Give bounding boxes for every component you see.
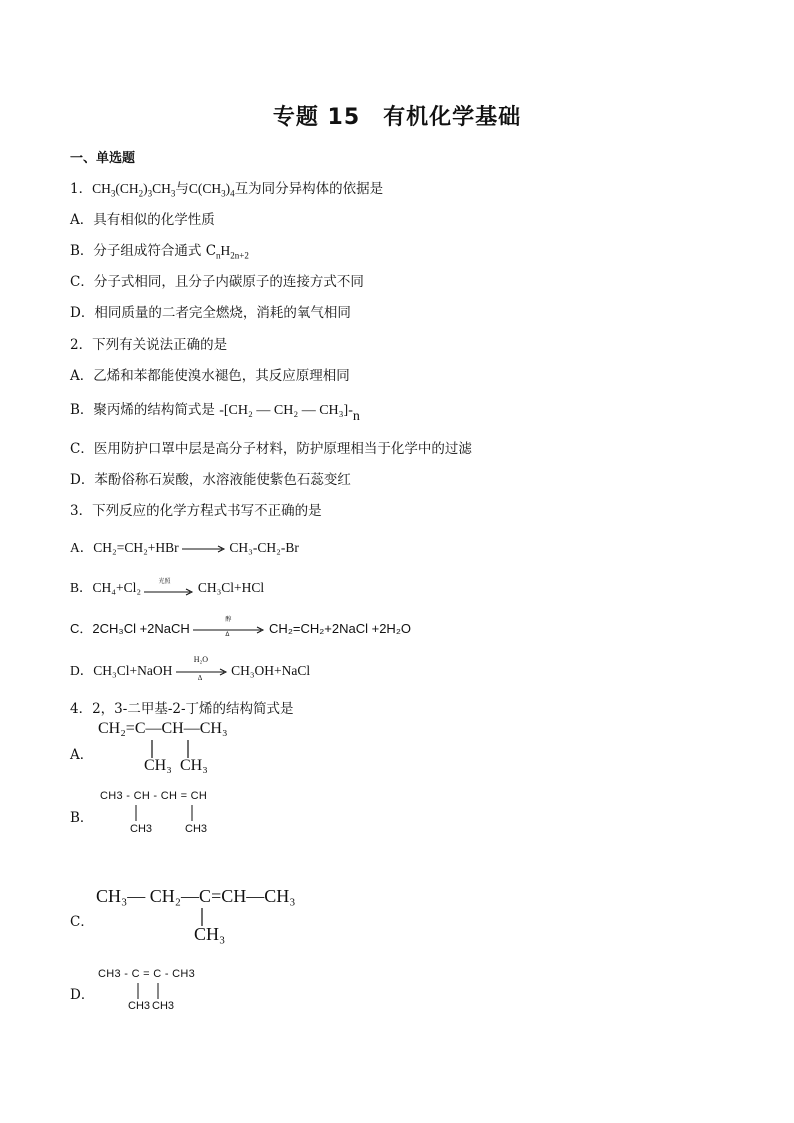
structure-c-methyl: CH₃ [194, 924, 226, 944]
question-3-option-c [70, 618, 411, 640]
question-1-option-d: D．相同质量的二者完全燃烧，消耗的氧气相同 [70, 305, 351, 321]
reaction-condition-bottom: Δ [225, 631, 230, 638]
question-1-option-c: C．分子式相同，且分子内碳原子的连接方式不同 [70, 274, 364, 290]
option-label: B． [70, 580, 93, 595]
reactants: CH₄+Cl₂ [92, 580, 142, 595]
structure-d-methyl-2: CH3 [152, 1000, 175, 1012]
question-1-stem [70, 177, 383, 199]
question-4-option-d-label: D． [70, 987, 95, 1003]
reactants: 2CH₃Cl +2NaCH [92, 621, 190, 636]
page-title: 专题 15 有机化学基础 [272, 105, 522, 130]
reaction-condition-bottom: Δ [197, 673, 203, 682]
question-1-option-b: B．分子组成符合通式 $C_nH_{2n+2}$ [70, 243, 249, 261]
structure-d-main-chain: CH3 - C = C - CH3 [98, 968, 196, 980]
reactants: CH₃Cl+NaOH [93, 663, 173, 678]
reaction-arrow-icon [144, 587, 194, 597]
structure-b-bonds [128, 805, 198, 823]
question-3-option-a [70, 536, 299, 556]
formula-neopentane: $C(CH_3)_4$ [188, 181, 235, 199]
question-4-option-b-label: B． [70, 810, 94, 826]
question-3-option-b [70, 576, 264, 597]
products: CH₃OH+NaCl [231, 663, 311, 678]
question-4-option-a-label: A． [70, 747, 94, 763]
reaction-condition-top: 醇 [225, 616, 232, 623]
reaction-condition: 光照 [158, 578, 171, 585]
structure-c-main-chain: CH₃— CH₂—C=CH—CH₃ [96, 886, 296, 906]
structure-a-main-chain: CH₂=C—CH—CH₃ [98, 720, 228, 737]
polymer-bracket-right: ]- [343, 403, 353, 418]
option-b-text: B．聚丙烯的结构简式是 [70, 402, 215, 418]
structure-a-methyl-1: CH₃ [144, 757, 172, 774]
question-3-option-d [70, 654, 311, 683]
question-3-stem: 3．下列反应的化学方程式书写不正确的是 [70, 503, 322, 519]
reaction-condition-top: H₂O [193, 654, 209, 664]
structure-a-methyl-2: CH₃ [180, 757, 208, 774]
question-4-stem: 4．2，3-二甲基-2-丁烯的结构简式是 [70, 701, 294, 717]
question-2-option-d: D．苯酚俗称石炭酸，水溶液能使紫色石蕊变红 [70, 472, 351, 488]
reaction-arrow-icon [182, 544, 226, 554]
stem-text: 互为同分异构体的依据是 [234, 181, 384, 197]
question-1-option-a: A．具有相似的化学性质 [70, 212, 215, 228]
structure-b-methyl-2: CH3 [185, 823, 208, 835]
reaction-arrow [144, 578, 194, 597]
section-heading: 一、单选题 [70, 151, 136, 166]
option-label: C． [70, 621, 93, 636]
structure-d-methyl-1: CH3 [128, 1000, 151, 1012]
products: CH₃Cl+HCl [197, 580, 265, 595]
products: CH₃-CH₂-Br [229, 540, 299, 555]
reaction-arrow [176, 654, 228, 683]
option-label: A． [70, 540, 94, 555]
question-2-option-b [70, 398, 360, 424]
option-label: D． [70, 663, 94, 678]
question-2-option-c: C．医用防护口罩中层是高分子材料，防护原理相当于化学中的过滤 [70, 441, 472, 457]
structure-b-main-chain: CH3 - CH - CH = CH [100, 790, 208, 802]
reaction-arrow [193, 616, 265, 640]
structure-d-bonds [128, 983, 168, 1001]
option-b-text: B．分子组成符合通式 C [70, 243, 217, 259]
formula-pentane: $CH_3(CH_2)_3CH_3$ [92, 181, 176, 199]
polymer-bracket-left: -[ [219, 403, 229, 418]
question-2-stem: 2．下列有关说法正确的是 [70, 337, 228, 353]
structure-b-methyl-1: CH3 [130, 823, 153, 835]
stem-connector: 与 [175, 181, 189, 197]
question-2-option-a: A．乙烯和苯都能使溴水褪色，其反应原理相同 [70, 368, 350, 384]
question-number: 1． [70, 181, 93, 197]
question-4-option-c-label: C． [70, 914, 94, 930]
products: CH₂=CH₂+2NaCl +2H₂O [269, 621, 411, 636]
reactants: CH₂=CH₂+HBr [93, 540, 179, 555]
polymer-n: n [352, 409, 360, 424]
polymer-formula: CH₂ — CH₂ — CH₃ [228, 403, 344, 418]
